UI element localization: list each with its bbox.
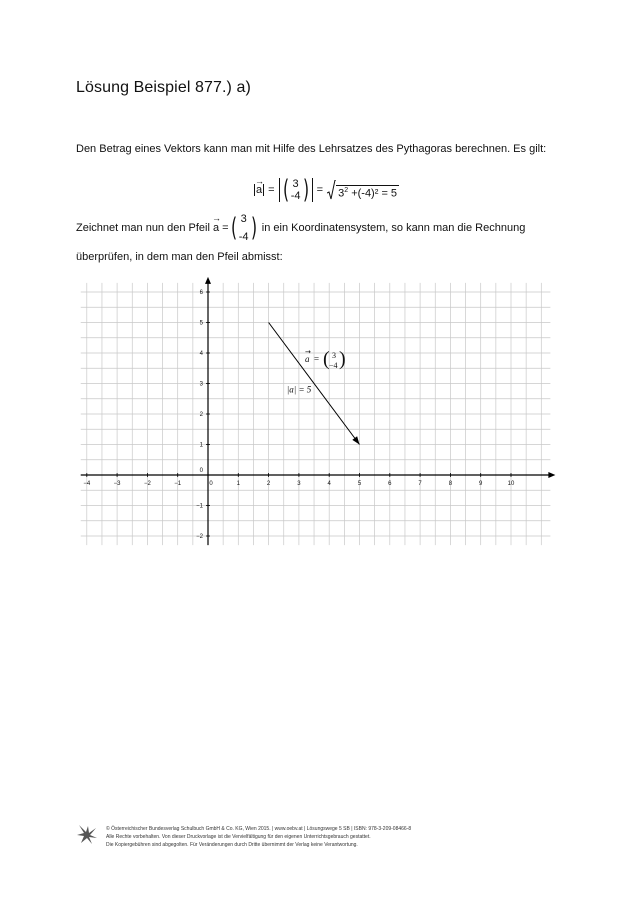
annotation-arrow-icon: → <box>304 348 311 357</box>
x-tick-label: −3 <box>113 481 121 487</box>
annotation-top: 3 <box>331 351 336 361</box>
x-tick-label: 7 <box>418 481 422 487</box>
x-tick-label: −1 <box>174 481 182 487</box>
sentence-end: in ein Koordinatensystem, so kann man die Rechnung <box>261 222 526 234</box>
x-tick-label: 6 <box>388 481 392 487</box>
x-tick-label: 9 <box>479 481 483 487</box>
vector-a-symbol: → a <box>213 222 219 234</box>
x-axis-arrow-icon <box>548 472 555 478</box>
x-tick-label: 10 <box>507 481 515 487</box>
vector-top: 3 <box>292 178 299 190</box>
x-tick-label: 3 <box>297 481 301 487</box>
y-tick-label: 5 <box>199 320 203 327</box>
footer <box>106 825 411 849</box>
y-tick-label: −2 <box>196 534 203 540</box>
footer-line-1: © Österreichischer Bundesverlag Schulbuch GmbH & Co. KG, Wien 2015. | www.oebv.at | Lösungswege 5 SB | ISBN: 978-3-209-08466-8 <box>106 826 412 832</box>
footer-line-3: Die Kopiergebühren sind abgegolten. Für Veränderungen durch Dritte übernimmt der Verlag keine Verantwortung. <box>106 842 358 848</box>
x-tick-label: −2 <box>143 481 151 487</box>
sentence-start: Zeichnet man nun den Pfeil <box>76 222 210 234</box>
vector-a-symbol: → a <box>256 184 262 196</box>
equals-sign: = <box>222 222 229 234</box>
arrow-sentence: Zeichnet man nun den Pfeil → a = ( 3 -4 ) in ein Koordinatensystem, so kann man die Rechnung <box>76 213 525 243</box>
publisher-logo-icon <box>75 822 99 846</box>
y-tick-label: −1 <box>196 503 203 510</box>
y-tick-label: 1 <box>199 442 203 449</box>
y-tick-label: 0 <box>199 468 203 474</box>
annotation-equals: = <box>313 354 320 365</box>
vector-bottom: -4 <box>290 190 301 202</box>
x-tick-label: 2 <box>266 481 271 487</box>
intro-paragraph: Den Betrag eines Vektors kann man mit Hilfe des Lehrsatzes des Pythagoras berechnen. Es gilt: <box>76 143 547 155</box>
annotation-left-paren: ( <box>322 348 330 371</box>
footer-line-2: Alle Rechte vorbehalten. Von dieser Druckvorlage ist die Vervielfältigung für den eigenen Unterrichtsgebrauch gestattet. <box>106 834 371 840</box>
measure-sentence: überprüfen, in dem man den Pfeil abmisst: <box>76 251 283 263</box>
x-tick-label: −4 <box>83 481 91 487</box>
y-tick-label: 3 <box>199 381 203 388</box>
y-axis-arrow-icon <box>205 277 211 284</box>
y-tick-label: 4 <box>199 351 203 357</box>
equals-sign-2: = <box>316 184 324 196</box>
annotation-magnitude: |a| = 5 <box>286 384 312 395</box>
x-tick-label: 0 <box>209 481 213 487</box>
y-tick-label: 2 <box>199 412 203 418</box>
vector-a-arrowhead-icon <box>352 436 359 444</box>
radicand-exponent: 2 <box>344 187 349 195</box>
x-tick-label: 1 <box>236 481 240 487</box>
vector-top: 3 <box>240 213 247 225</box>
x-tick-label: 8 <box>448 481 453 487</box>
annotation-right-paren: ) <box>338 348 346 371</box>
radicand-rest: +(-4)² = 5 <box>351 188 398 200</box>
annotation-vector-a: a <box>304 354 310 365</box>
vector-bottom: -4 <box>238 231 249 243</box>
x-tick-label: 4 <box>327 481 331 487</box>
y-tick-label: 6 <box>199 290 203 296</box>
page-title: Lösung Beispiel 877.) a) <box>76 79 251 96</box>
norm-of-column-vector: ( 3 -4 ) <box>279 177 313 203</box>
annotation-bottom: −4 <box>328 361 338 371</box>
radicand-base: 3 <box>338 188 345 200</box>
x-tick-label: 5 <box>357 481 362 487</box>
equals-sign: = <box>268 184 275 196</box>
